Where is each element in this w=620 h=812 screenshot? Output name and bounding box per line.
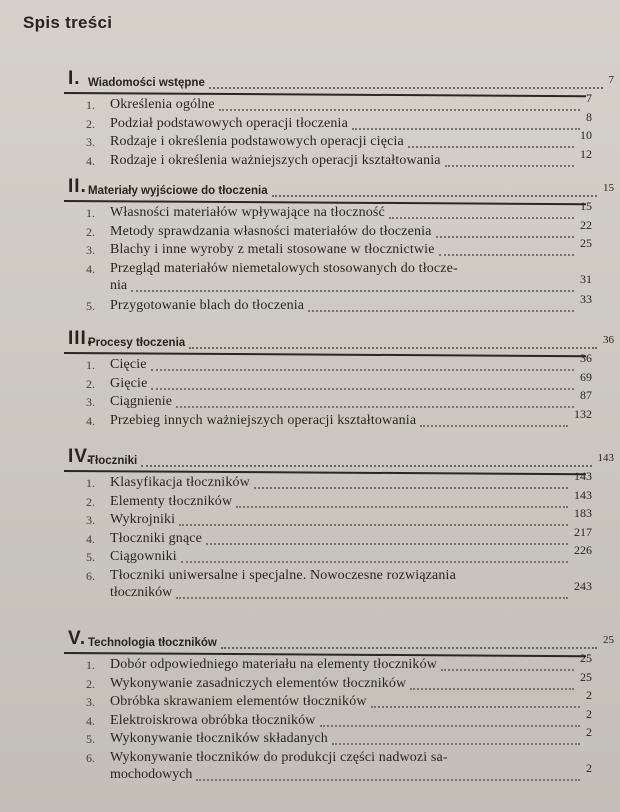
toc-entry[interactable] bbox=[0, 543, 620, 566]
entry-title: Cięcie bbox=[110, 357, 147, 372]
toc-entry[interactable] bbox=[0, 388, 620, 411]
chapter-heading[interactable] bbox=[0, 630, 620, 652]
entry-number: 4. bbox=[86, 531, 95, 546]
toc-entry[interactable] bbox=[0, 749, 620, 786]
chapter-number: II. bbox=[68, 176, 87, 197]
entry-title-continuation: mochodowych bbox=[110, 767, 193, 782]
dot-leader bbox=[179, 511, 568, 526]
dot-leader bbox=[151, 356, 574, 371]
entry-number: 1. bbox=[86, 476, 95, 490]
entry-page-number: 10 bbox=[580, 128, 592, 143]
entry-title: Własności materiałów wpływające na tłoczność bbox=[110, 205, 385, 220]
dot-leader bbox=[141, 455, 591, 467]
entry-number: 6. bbox=[86, 751, 95, 765]
entry-title: Rodzaje i określenia ważniejszych operacji kształtowania bbox=[110, 152, 441, 168]
entry-title-continuation: tłoczników bbox=[110, 585, 173, 600]
dot-leader bbox=[221, 637, 597, 649]
toc-entry[interactable] bbox=[0, 469, 620, 492]
dot-leader bbox=[410, 675, 574, 690]
toc-entry[interactable] bbox=[0, 217, 620, 241]
toc-entry[interactable] bbox=[0, 669, 620, 693]
dot-leader bbox=[371, 693, 580, 708]
entry-title: Określenia ogólne bbox=[110, 97, 215, 112]
entry-title: Elektroiskrowa obróbka tłoczników bbox=[110, 712, 316, 728]
chapter-page-number: 143 bbox=[597, 452, 614, 464]
entry-title: Ciągowniki bbox=[110, 549, 177, 565]
entry-number: 1. bbox=[86, 98, 95, 112]
toc-entry[interactable] bbox=[0, 292, 620, 315]
dot-leader bbox=[272, 185, 597, 197]
toc-entry[interactable] bbox=[0, 351, 620, 374]
entry-page-number: 226 bbox=[574, 543, 592, 558]
dot-leader bbox=[436, 223, 574, 238]
dot-leader bbox=[439, 241, 574, 256]
entry-page-number: 7 bbox=[586, 91, 592, 105]
entry-number: 1. bbox=[86, 658, 95, 672]
entry-page-number: 12 bbox=[580, 146, 592, 161]
entry-title: Gięcie bbox=[110, 375, 148, 391]
entry-page-number: 22 bbox=[580, 217, 592, 232]
entry-number: 3. bbox=[86, 395, 95, 410]
entry-title: Elementy tłoczników bbox=[110, 493, 233, 509]
entry-number: 2. bbox=[86, 224, 95, 239]
chapter-page-number: 15 bbox=[603, 182, 614, 194]
entry-page-number: 217 bbox=[574, 524, 592, 539]
dot-leader bbox=[176, 393, 574, 408]
chapter-number: IV. bbox=[68, 446, 93, 467]
toc-entry[interactable] bbox=[0, 260, 620, 297]
entry-title-continuation: nia bbox=[110, 277, 128, 293]
entry-title: Przebieg innych ważniejszych operacji kształtowania bbox=[110, 412, 417, 428]
dot-leader bbox=[196, 766, 580, 781]
entry-page-number: 33 bbox=[580, 292, 592, 306]
dot-leader bbox=[389, 204, 574, 219]
entry-page-number: 143 bbox=[574, 469, 592, 483]
chapter-page-number: 25 bbox=[603, 634, 614, 646]
entry-title: Klasyfikacja tłoczników bbox=[110, 475, 250, 490]
chapter-heading[interactable] bbox=[0, 448, 620, 470]
dot-leader bbox=[320, 712, 580, 727]
toc-entry[interactable] bbox=[0, 524, 620, 548]
entry-page-number: 25 bbox=[580, 651, 592, 665]
toc-entry[interactable] bbox=[0, 706, 620, 730]
entry-page-number: 8 bbox=[586, 109, 592, 124]
entry-page-number: 25 bbox=[580, 669, 592, 684]
chapter-heading[interactable] bbox=[0, 70, 620, 92]
chapter-number: I. bbox=[68, 68, 81, 89]
entry-number: 5. bbox=[86, 550, 95, 565]
toc-entry[interactable] bbox=[0, 91, 620, 114]
entry-number: 2. bbox=[86, 116, 95, 131]
entry-title: Tłoczniki gnące bbox=[110, 530, 203, 546]
dot-leader bbox=[209, 77, 603, 89]
page-title: Spis treści bbox=[23, 13, 113, 32]
entry-number: 4. bbox=[86, 413, 95, 428]
toc-entry[interactable] bbox=[0, 236, 620, 259]
entry-page-number: 69 bbox=[580, 369, 592, 384]
dot-leader bbox=[352, 115, 580, 130]
entry-page-number: 2 bbox=[586, 706, 592, 721]
toc-entry[interactable] bbox=[0, 199, 620, 222]
dot-leader bbox=[151, 375, 574, 390]
toc-entry[interactable] bbox=[0, 146, 620, 170]
chapter-heading[interactable] bbox=[0, 178, 620, 200]
entry-title: Obróbka skrawaniem elementów tłoczników bbox=[110, 694, 367, 710]
entry-number: 1. bbox=[86, 358, 95, 372]
entry-number: 3. bbox=[86, 513, 95, 528]
dot-leader bbox=[308, 297, 574, 312]
chapter-title: Tłoczniki bbox=[88, 455, 138, 467]
entry-page-number: 31 bbox=[580, 271, 592, 286]
entry-number: 5. bbox=[86, 299, 95, 313]
entry-number: 4. bbox=[86, 261, 95, 276]
dot-leader bbox=[219, 96, 580, 111]
dot-leader bbox=[189, 337, 597, 349]
entry-number: 2. bbox=[86, 494, 95, 509]
toc-entry[interactable] bbox=[0, 109, 620, 133]
entry-title: Podział podstawowych operacji tłoczenia bbox=[110, 115, 348, 131]
entry-number: 3. bbox=[86, 695, 95, 710]
entry-title: Przegląd materiałów niemetalowych stosowanych do tłocze- bbox=[110, 260, 458, 276]
dot-leader bbox=[408, 133, 574, 148]
entry-page-number: 36 bbox=[580, 351, 592, 365]
entry-title: Wykrojniki bbox=[110, 512, 176, 528]
entry-page-number: 2 bbox=[586, 688, 592, 703]
toc-entry[interactable] bbox=[0, 369, 620, 393]
dot-leader bbox=[236, 493, 568, 508]
toc-entry[interactable] bbox=[0, 128, 620, 151]
dot-leader bbox=[332, 730, 580, 745]
dot-leader bbox=[254, 474, 568, 489]
chapter-heading[interactable] bbox=[0, 330, 620, 352]
entry-number: 3. bbox=[86, 135, 95, 150]
entry-page-number: 2 bbox=[586, 761, 592, 775]
toc-entry[interactable] bbox=[0, 406, 620, 430]
dot-leader bbox=[181, 548, 568, 563]
entry-page-number: 143 bbox=[574, 487, 592, 502]
entry-number: 6. bbox=[86, 569, 95, 583]
dot-leader bbox=[441, 656, 574, 671]
chapter-title: Technologia tłoczników bbox=[88, 637, 217, 649]
dot-leader bbox=[420, 412, 568, 427]
toc-entry[interactable] bbox=[0, 725, 620, 748]
chapter-number: V. bbox=[68, 628, 87, 649]
entry-title: Ciągnienie bbox=[110, 394, 173, 410]
entry-number: 2. bbox=[86, 376, 95, 391]
dot-leader bbox=[445, 152, 574, 167]
entry-title: Dobór odpowiedniego materiału na elementy tłoczników bbox=[110, 657, 437, 672]
entry-title: Rodzaje i określenia podstawowych operacji cięcia bbox=[110, 134, 404, 150]
entry-page-number: 2 bbox=[586, 725, 592, 740]
toc-entry[interactable] bbox=[0, 567, 620, 604]
entry-title: Przygotowanie blach do tłoczenia bbox=[110, 298, 305, 313]
entry-page-number: 183 bbox=[574, 506, 592, 521]
toc-entry[interactable] bbox=[0, 506, 620, 529]
chapter-page-number: 36 bbox=[603, 334, 614, 346]
dot-leader bbox=[131, 277, 574, 292]
entry-title: Metody sprawdzania własności materiałów do tłoczenia bbox=[110, 223, 432, 239]
entry-number: 5. bbox=[86, 732, 95, 747]
entry-number: 4. bbox=[86, 153, 95, 168]
entry-title: Blachy i inne wyroby z metali stosowane w tłocznictwie bbox=[110, 242, 435, 258]
entry-page-number: 243 bbox=[574, 579, 592, 593]
entry-title: Wykonywanie zasadniczych elementów tłoczników bbox=[110, 675, 407, 691]
entry-number: 3. bbox=[86, 243, 95, 258]
entry-page-number: 87 bbox=[580, 388, 592, 403]
entry-number: 1. bbox=[86, 206, 95, 220]
entry-page-number: 25 bbox=[580, 236, 592, 251]
chapter-title: Wiadomości wstępne bbox=[88, 77, 205, 89]
entry-page-number: 15 bbox=[580, 199, 592, 213]
dot-leader bbox=[176, 584, 568, 599]
entry-number: 2. bbox=[86, 676, 95, 691]
chapter-title: Materiały wyjściowe do tłoczenia bbox=[88, 185, 268, 197]
chapter-number: III. bbox=[68, 328, 94, 349]
toc-entry[interactable] bbox=[0, 688, 620, 711]
toc-entry[interactable] bbox=[0, 487, 620, 511]
dot-leader bbox=[206, 530, 568, 545]
entry-title: Wykonywanie tłoczników do produkcji części nadwozi sa- bbox=[110, 750, 448, 765]
entry-title: Wykonywanie tłoczników składanych bbox=[110, 731, 328, 747]
entry-page-number: 132 bbox=[574, 406, 592, 421]
chapter-page-number: 7 bbox=[608, 74, 614, 86]
toc-entry[interactable] bbox=[0, 651, 620, 674]
entry-number: 4. bbox=[86, 713, 95, 728]
chapter-title: Procesy tłoczenia bbox=[88, 337, 186, 349]
entry-title: Tłoczniki uniwersalne i specjalne. Nowoczesne rozwiązania bbox=[110, 568, 456, 583]
